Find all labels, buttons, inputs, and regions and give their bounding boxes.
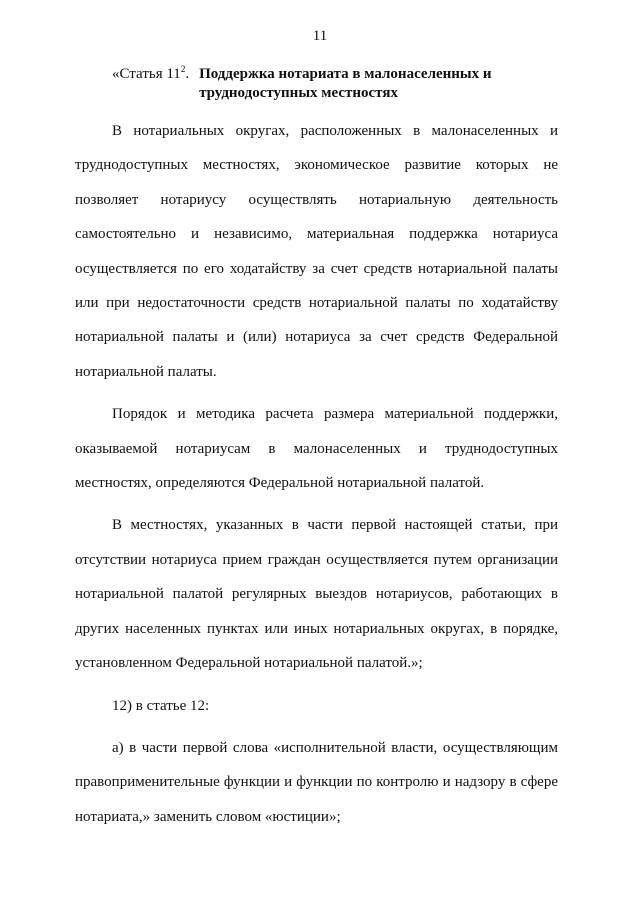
article-title-line2: труднодоступных местностях	[199, 85, 398, 101]
paragraph-article-12: 12) в статье 12:	[112, 697, 210, 714]
paragraph-material-support: В нотариальных округах, расположенных в малонаселенных и труднодоступных местностях, экономическое развитие которых не позволяет нотариусу осуществлять нотариальную деятельность самостоятельно и независимо, материальная поддержка нотариуса осуществляется по его ходатайству за счет средств нотариальной палаты или при недостаточности средств нотариальной палаты по ходатайству нотариальной палаты и (или) нотариуса за счет средств Федеральной нотариальной палаты.	[75, 123, 558, 380]
article-number: «Статья $11^2$.	[112, 64, 190, 82]
article-heading	[112, 65, 558, 103]
paragraph-amendment-a: а) в части первой слова «исполнительной власти, осуществляющим правоприменительные функции и функции по контролю и надзору в сфере нотариата,» заменить словом «юстиции»;	[75, 739, 558, 825]
article-title	[199, 65, 491, 103]
paragraph-calculation-procedure: Порядок и методика расчета размера материальной поддержки, оказываемой нотариусам в малонаселенных и труднодоступных местностях, определяются Федеральной нотариальной палатой.	[75, 406, 558, 492]
paragraph-visiting-notaries: В местностях, указанных в части первой настоящей статьи, при отсутствии нотариуса прием граждан осуществляется путем организации нотариальной палатой регулярных выездов нотариусов, работающих в других населенных пунктах или иных нотариальных округах, в порядке, установленном Федеральной нотариальной палатой.»;	[75, 517, 558, 672]
page-number: 11	[312, 28, 328, 44]
article-superscript: 2	[180, 64, 186, 74]
article-title-line1: Поддержка нотариата в малонаселенных и	[199, 66, 492, 82]
document-body	[75, 114, 558, 842]
